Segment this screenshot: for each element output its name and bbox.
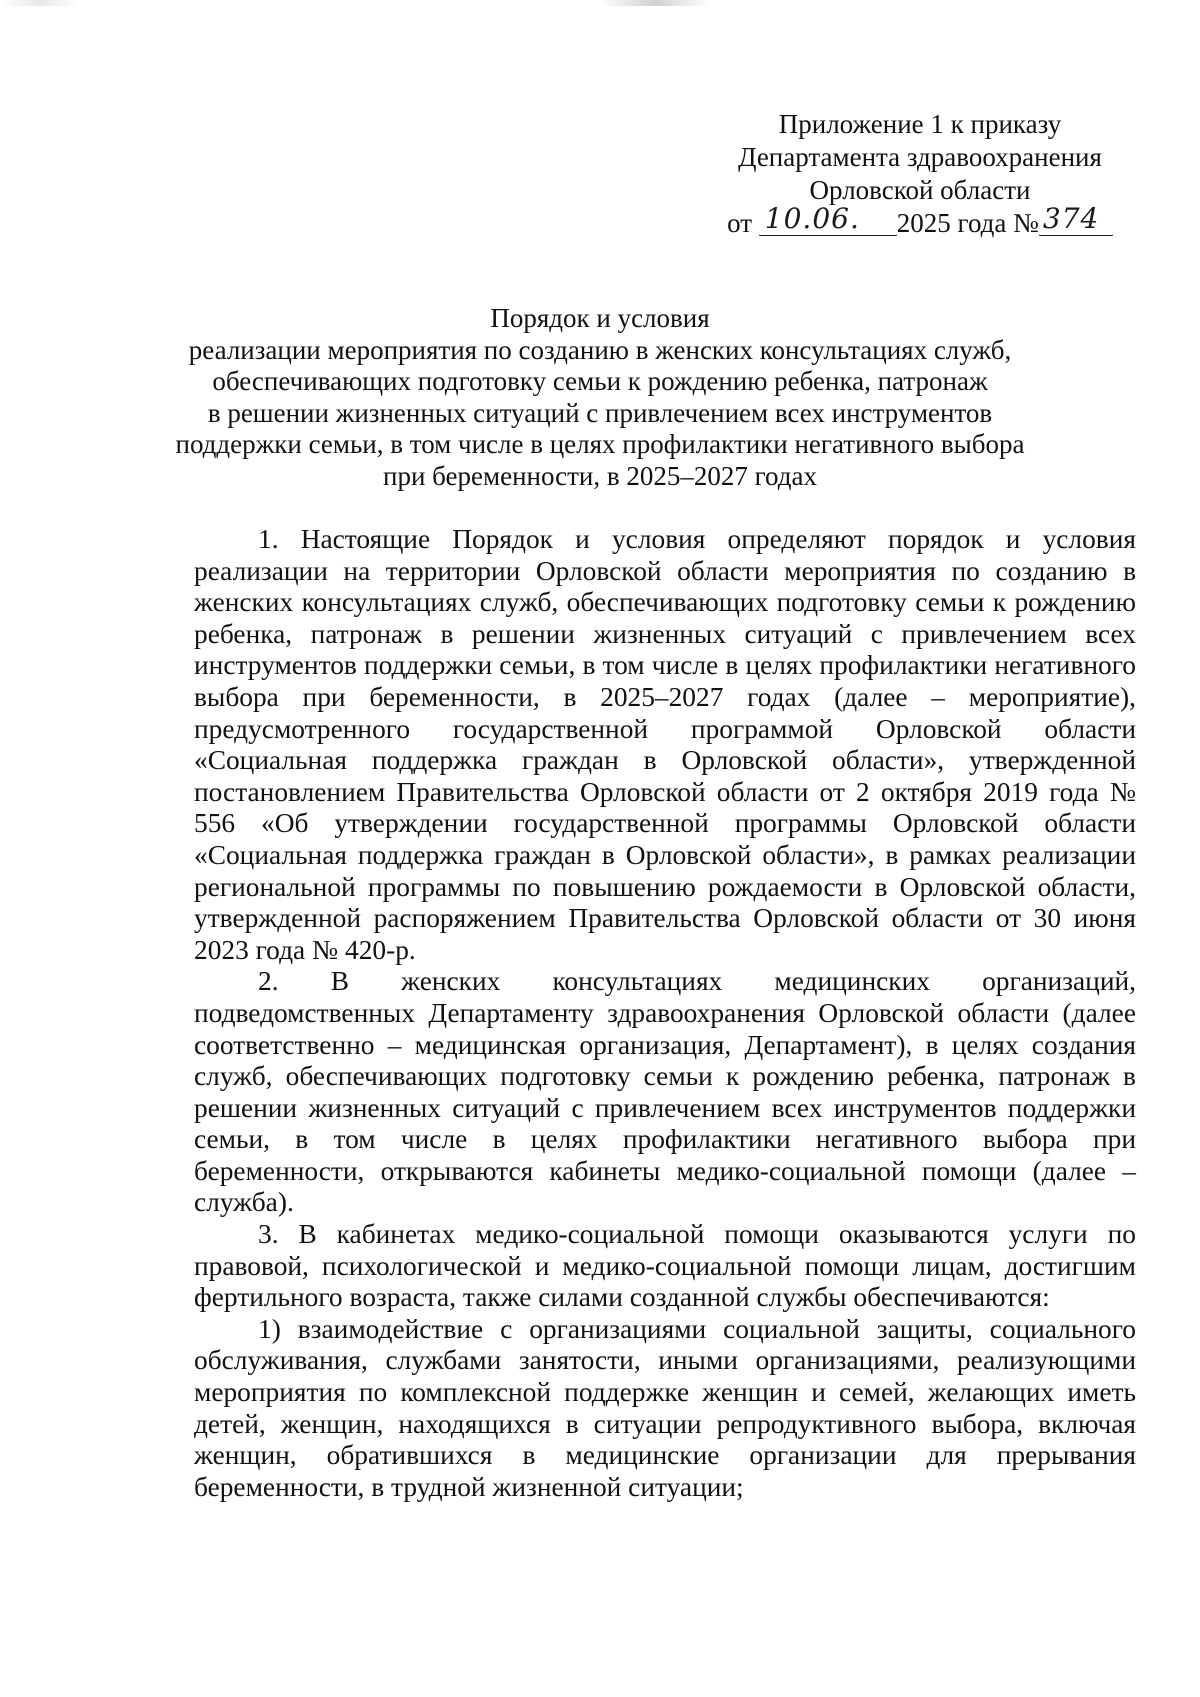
year-text: 2025 года № (896, 208, 1039, 238)
handwritten-date: 10.06. (764, 202, 860, 235)
title-line-6: при беременности, в 2025–2027 годах (383, 460, 817, 491)
title-line-3: обеспечивающих подготовку семьи к рождению ребенка, патронаж (212, 366, 988, 396)
scan-artifact (0, 0, 80, 6)
document-title (160, 303, 1040, 492)
paragraph-2: 2. В женских консультациях медицинских организаций, подведомственных Департаменту здравоохранения Орловской области (далее соответственно – медицинская организация, Департамент), в целях создания служб, обеспечивающих подготовку семьи к рождению ребенка, патронаж в решении жизненных ситуаций с привлечением всех инструментов поддержки семьи, в том числе в целях профилактики негативного выбора при беременности, открываются кабинеты медико-социальной помощи (далее – служба). (194, 966, 1136, 1218)
title-line-2: реализации мероприятия по созданию в женских консультациях служб, (188, 334, 1012, 365)
appendix-header (700, 108, 1140, 240)
appendix-line-3: Орловской области (809, 175, 1031, 205)
order-number-field (1039, 202, 1113, 236)
paragraph-1: 1. Настоящие Порядок и условия определяют порядок и условия реализации на территории Орловской области мероприятия по созданию в женских консультациях служб, обеспечивающих подготовку семьи к рождению ребенка, патронаж в решении жизненных ситуаций с привлечением всех инструментов поддержки семьи, в том числе в целях профилактики негативного выбора при беременности, в 2025–2027 годах (далее – мероприятие), предусмотренного государственной программой Орловской области «Социальная поддержка граждан в Орловской области», утвержденной постановлением Правительства Орловской области от 2 октября 2019 года № 556 «Об утверждении государственной программы Орловской области «Социальная поддержка граждан в Орловской области», в рамках реализации региональной программы по повышению рождаемости в Орловской области, утвержденной распоряжением Правительства Орловской области от 30 июня 2023 года № 420-р. (194, 524, 1136, 965)
appendix-line-2: Департамента здравоохранения (738, 142, 1102, 172)
title-line-1: Порядок и условия (490, 303, 710, 333)
handwritten-number: 374 (1042, 202, 1100, 235)
scan-artifact (600, 0, 710, 6)
order-date-field (759, 202, 897, 236)
title-line-4: в решении жизненных ситуаций с привлечением всех инструментов (207, 397, 993, 428)
document-body (194, 524, 1136, 1503)
order-date-line (700, 202, 1140, 240)
paragraph-3: 3. В кабинетах медико-социальной помощи оказываются услуги по правовой, психологической и медико-социальной помощи лицам, достигшим фертильного возраста, также силами созданной службы обеспечиваются: (194, 1219, 1136, 1313)
date-prefix: от (727, 208, 753, 238)
appendix-line-1: Приложение 1 к приказу (778, 109, 1062, 139)
title-line-5: поддержки семьи, в том числе в целях профилактики негативного выбора (175, 429, 1025, 459)
paragraph-3-item-1: 1) взаимодействие с организациями социальной защиты, социального обслуживания, службами занятости, иными организациями, реализующими мероприятия по комплексной поддержке женщин и семей, желающих иметь детей, женщин, находящихся в ситуации репродуктивного выбора, включая женщин, обратившихся в медицинские организации для прерывания беременности, в трудной жизненной ситуации; (194, 1313, 1136, 1502)
